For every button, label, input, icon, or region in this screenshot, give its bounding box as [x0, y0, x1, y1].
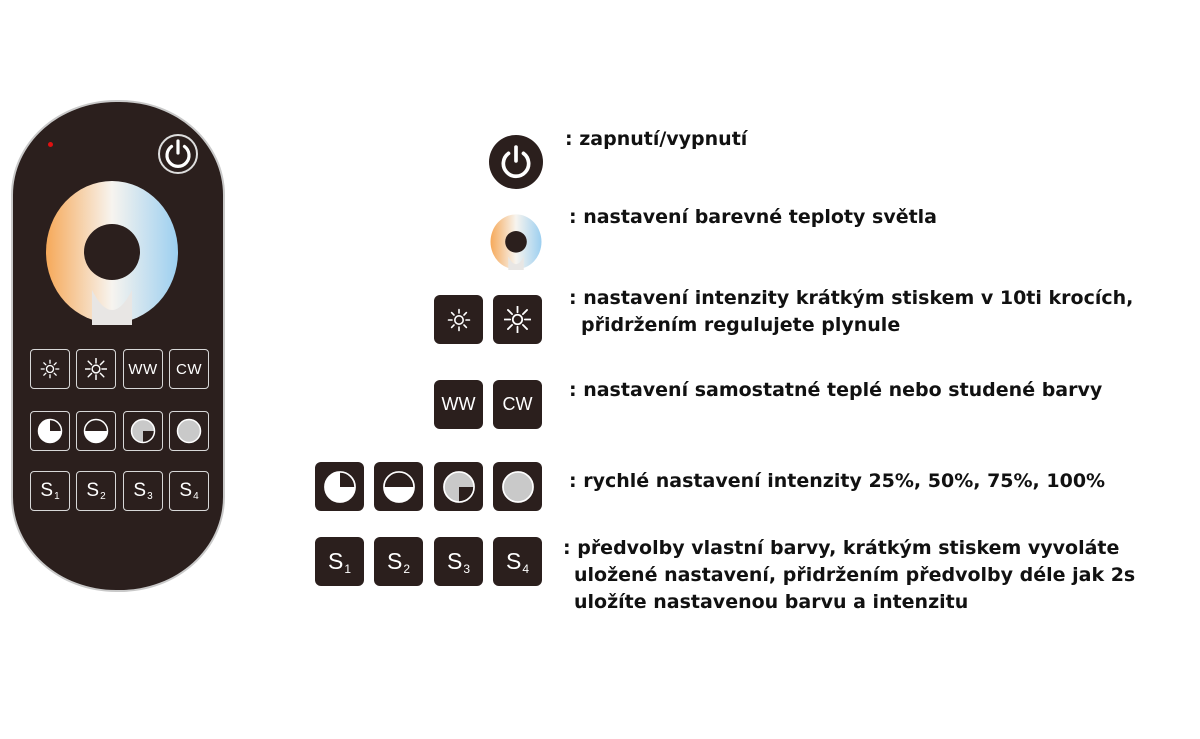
legend-cw-button [493, 380, 542, 429]
remote-s1-button[interactable] [30, 471, 70, 511]
color-wheel-icon [44, 180, 180, 325]
remote-color-wheel[interactable] [44, 180, 180, 325]
legend-s3-button [434, 537, 483, 586]
legend-s4-button [493, 537, 542, 586]
s-letter: S [327, 547, 344, 574]
ww-label: WW [441, 394, 476, 414]
s-letter: S [133, 480, 147, 501]
s4-label [506, 548, 529, 576]
indicator-led [48, 142, 53, 147]
s-letter: S [446, 547, 463, 574]
legend-brightness-line1: : nastavení intenzity krátkým stiskem v 10ti krocích, [569, 287, 1134, 309]
s-number: 3 [463, 561, 471, 576]
legend-color-temp-text: : nastavení barevné teploty světla [569, 206, 938, 228]
legend-brightness-up [493, 295, 542, 344]
legend-scenes-line1: : předvolby vlastní barvy, krátkým stiskem vyvoláte [563, 537, 1120, 559]
half-icon [382, 470, 416, 504]
legend-s1-button [315, 537, 364, 586]
s1-label [328, 548, 351, 576]
brightness-down-icon [447, 308, 471, 332]
s-letter: S [86, 480, 100, 501]
legend-brightness-line2: přidržením regulujete plynule [581, 314, 901, 336]
legend-scenes-line3: uložíte nastavenou barvu a intenzitu [574, 591, 969, 613]
brightness-up-icon [85, 358, 107, 380]
legend-power-text: : zapnutí/vypnutí [565, 128, 748, 150]
legend-50-button [374, 462, 423, 511]
s-number: 2 [100, 491, 106, 502]
ww-label: WW [128, 360, 158, 378]
brightness-down-icon [40, 359, 60, 379]
remote-ww-button[interactable] [123, 349, 163, 389]
remote-brightness-up-button[interactable] [76, 349, 116, 389]
remote-s2-button[interactable] [76, 471, 116, 511]
s4-label [179, 480, 198, 502]
s-letter: S [505, 547, 522, 574]
remote-s3-button[interactable] [123, 471, 163, 511]
remote-cw-button[interactable] [169, 349, 209, 389]
legend-brightness-down [434, 295, 483, 344]
full-icon [501, 470, 535, 504]
legend-75-button [434, 462, 483, 511]
legend-brightness-text [569, 285, 1133, 339]
s3-label [447, 548, 470, 576]
s-letter: S [386, 547, 403, 574]
legend-ww-button [434, 380, 483, 429]
legend-quick-text: : rychlé nastavení intenzity 25%, 50%, 75%, 100% [569, 470, 1106, 492]
legend-power-icon [488, 134, 544, 190]
s2-label [86, 480, 105, 502]
quarter-icon [323, 470, 357, 504]
remote-brightness-down-button[interactable] [30, 349, 70, 389]
s-number: 4 [522, 561, 530, 576]
half-icon [83, 418, 109, 444]
remote-power-button[interactable] [157, 133, 199, 175]
s2-label [387, 548, 410, 576]
remote-25-button[interactable] [30, 411, 70, 451]
s-number: 3 [147, 491, 153, 502]
full-icon [176, 418, 202, 444]
quarter-icon [37, 418, 63, 444]
s-number: 2 [403, 561, 411, 576]
s-letter: S [40, 480, 54, 501]
legend-scenes-line2: uložené nastavení, přidržením předvolby déle jak 2s [574, 564, 1136, 586]
legend-25-button [315, 462, 364, 511]
remote-s4-button[interactable] [169, 471, 209, 511]
s-number: 1 [54, 491, 60, 502]
cw-label: CW [176, 360, 202, 378]
remote-100-button[interactable] [169, 411, 209, 451]
legend-color-wheel-icon [488, 214, 544, 270]
three-quarter-icon [442, 470, 476, 504]
s-number: 1 [344, 561, 352, 576]
legend-100-button [493, 462, 542, 511]
s-number: 4 [193, 491, 199, 502]
power-icon [157, 133, 199, 175]
cw-label: CW [502, 394, 533, 414]
remote-50-button[interactable] [76, 411, 116, 451]
s-letter: S [179, 480, 193, 501]
remote-75-button[interactable] [123, 411, 163, 451]
three-quarter-icon [130, 418, 156, 444]
legend-scenes-text [563, 535, 1135, 616]
s3-label [133, 480, 152, 502]
legend-ww-cw-text: : nastavení samostatné teplé nebo studené barvy [569, 379, 1103, 401]
brightness-up-icon [504, 306, 531, 333]
legend-s2-button [374, 537, 423, 586]
s1-label [40, 480, 59, 502]
